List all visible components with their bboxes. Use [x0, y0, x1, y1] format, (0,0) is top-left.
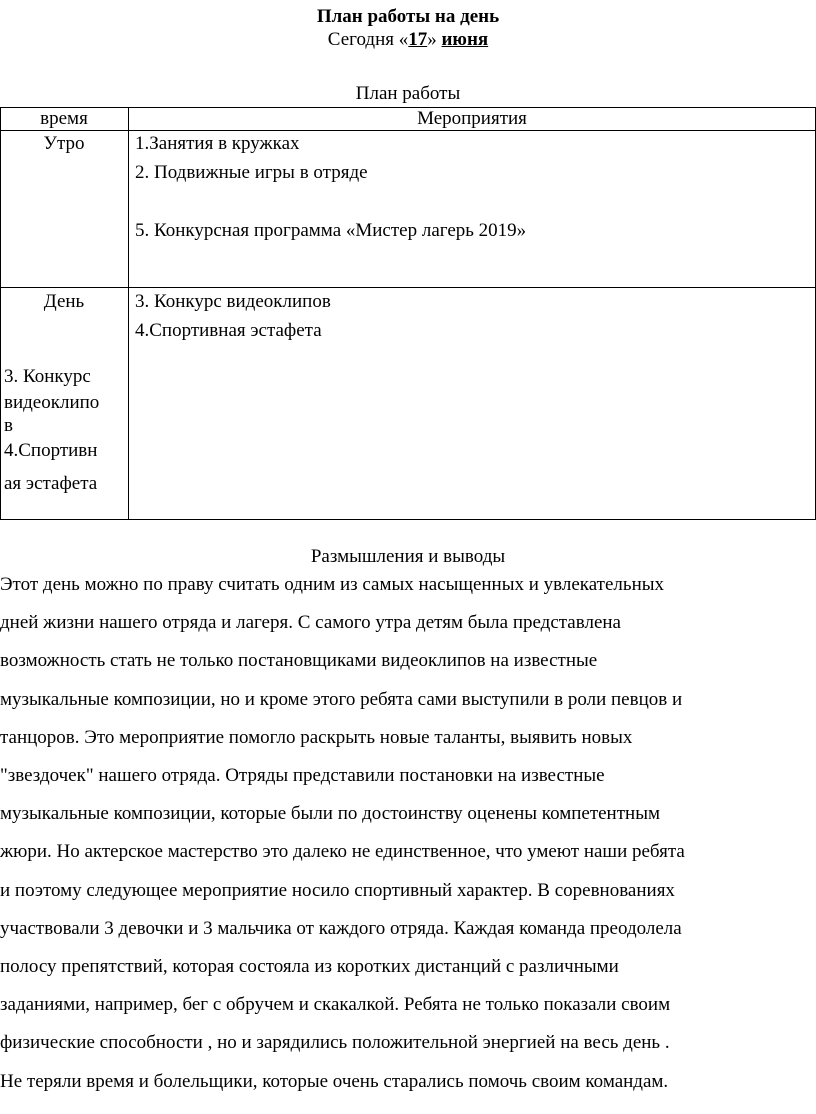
table-col-divider	[128, 107, 129, 520]
body-line: "звездочек" нашего отряда. Отряды представили постановки на известные	[0, 765, 605, 787]
date-prefix: Сегодня «	[327, 29, 409, 50]
body-line: полосу препятствий, которая состояла из коротких дистанций с различными	[0, 956, 619, 978]
reflection-heading: Размышления и выводы	[310, 546, 506, 567]
body-line: танцоров. Это мероприятие помогло раскрыть новые таланты, выявить новых	[0, 726, 633, 748]
time-extra-line: ая эстафета	[4, 473, 98, 494]
time-extra-line: видеоклипо	[4, 392, 100, 413]
event-item: 5. Конкурсная программа «Мистер лагерь 2019»	[135, 220, 527, 241]
row-morning-time: Утро	[43, 133, 85, 154]
time-extra-line: в	[4, 415, 13, 436]
event-item: 4.Спортивная эстафета	[135, 320, 322, 341]
col-header-time: время	[40, 108, 88, 129]
body-line: Этот день можно по праву считать одним из самых насыщенных и увлекательных	[0, 574, 664, 595]
page-title: План работы на день	[316, 6, 500, 27]
event-item: 3. Конкурс видеоклипов	[135, 291, 331, 312]
event-item: 2. Подвижные игры в отряде	[135, 162, 368, 183]
plan-heading: План работы	[355, 83, 461, 104]
col-header-events: Мероприятия	[417, 108, 527, 129]
time-extra-line: 4.Спортивн	[4, 440, 98, 461]
row-day-time-extra	[4, 364, 126, 502]
body-line: Не теряли время и болельщики, которые очень старались помочь своим командам.	[0, 1070, 669, 1092]
time-extra-line: 3. Конкурс	[4, 366, 91, 387]
row-day-events	[135, 287, 331, 345]
body-line: заданиями, например, бег с обручем и скакалкой. Ребята не только показали своим	[0, 994, 671, 1016]
date-line	[0, 29, 816, 51]
body-line: и поэтому следующее мероприятие носило спортивный характер. В соревнованиях	[0, 879, 675, 901]
body-line: жюри. Но актерское мастерство это далеко не единственное, что умеют наши ребята	[0, 841, 685, 863]
reflection-body	[0, 566, 816, 1101]
body-line: дней жизни нашего отряда и лагеря. С самого утра детям была представлена	[0, 612, 621, 634]
body-line: музыкальные композиции, которые были по достоинству оценены компетентным	[0, 803, 660, 825]
body-line: физические способности , но и зарядились положительной энергией на весь день .	[0, 1032, 670, 1054]
body-line: участвовали 3 девочки и 3 мальчика от каждого отряда. Каждая команда преодолела	[0, 917, 682, 939]
event-item	[135, 187, 526, 216]
table-border-bottom	[0, 519, 816, 520]
body-line: музыкальные композиции, но и кроме этого ребята сами выступили в роли певцов и	[0, 688, 683, 710]
row-day-time: День	[43, 291, 85, 312]
date-mid: »	[427, 29, 442, 50]
event-item: 1.Занятия в кружках	[135, 133, 300, 154]
date-month: июня	[441, 29, 489, 50]
body-line: возможность стать не только постановщиками видеоклипов на известные	[0, 650, 598, 672]
row-morning-events	[135, 129, 526, 245]
date-day: 17	[408, 29, 428, 50]
